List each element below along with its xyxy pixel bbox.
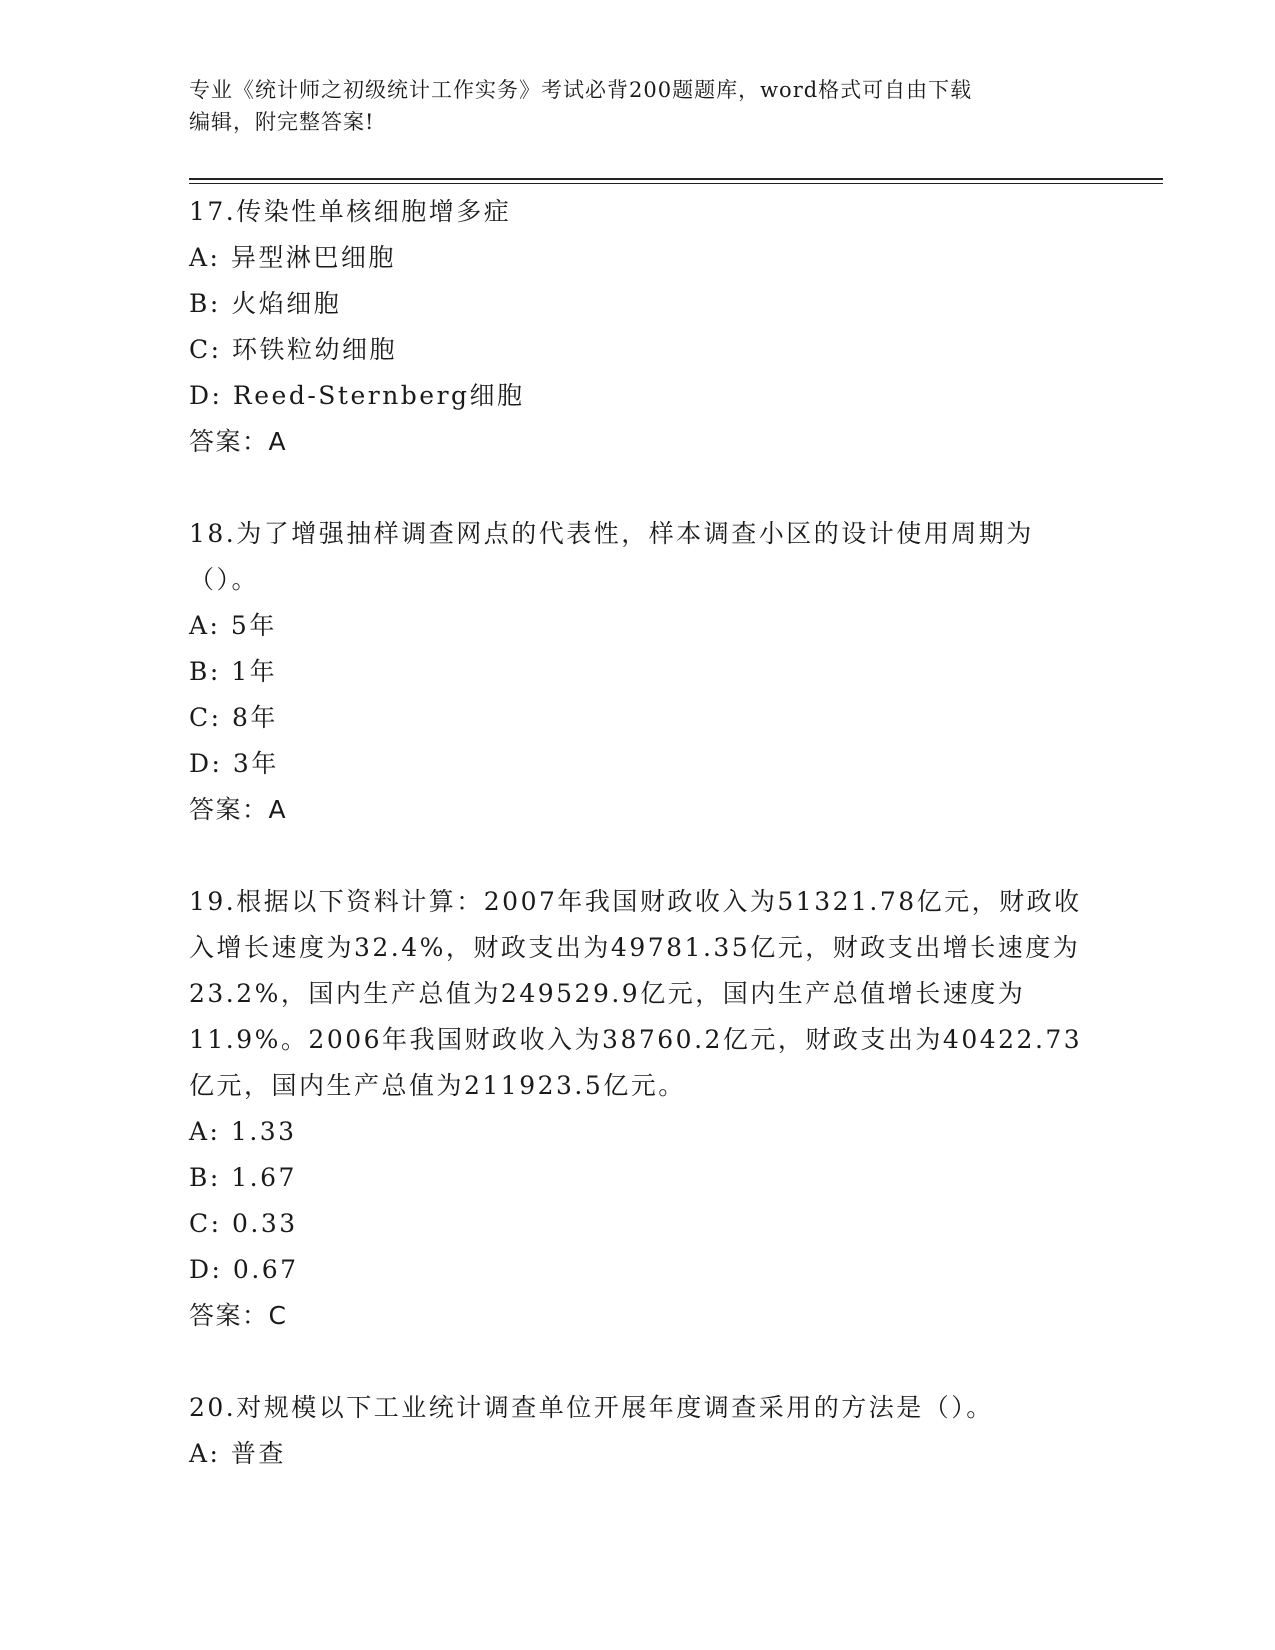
question-18 — [189, 511, 1089, 833]
option-a: A: 普查 — [189, 1439, 286, 1468]
answer-label: 答案：A — [189, 427, 288, 456]
question-stem: 19.根据以下资料计算：2007年我国财政收入为51321.78亿元，财政收入增长速度为32.4%，财政支出为49781.35亿元，财政支出增长速度为23.2%，国内生产总值为249529.9亿元，国内生产总值增长速度为11.9%。2006年我国财政收入为38760.2亿元，财政支出为40422.73亿元，国内生产总值为211923.5亿元。 — [189, 887, 1083, 1100]
option-c: C: 8年 — [189, 703, 278, 732]
option-c: C: 0.33 — [189, 1209, 298, 1238]
option-a: A: 1.33 — [189, 1117, 297, 1146]
option-d: D: Reed-Sternberg细胞 — [189, 381, 525, 410]
option-c: C: 环铁粒幼细胞 — [189, 335, 397, 364]
answer-label: 答案：A — [189, 795, 288, 824]
option-d: D: 0.67 — [189, 1255, 299, 1284]
question-17 — [189, 189, 1089, 465]
question-list — [189, 189, 1089, 1477]
option-d: D: 3年 — [189, 749, 279, 778]
question-stem: 20.对规模以下工业统计调查单位开展年度调查采用的方法是（）。 — [189, 1393, 994, 1422]
header-divider-thick — [189, 178, 1163, 180]
header-line-1: 专业《统计师之初级统计工作实务》考试必背200题题库，word格式可自由下载 — [189, 78, 973, 102]
option-b: B: 火焰细胞 — [189, 289, 342, 318]
answer-label: 答案：C — [189, 1301, 288, 1330]
question-19 — [189, 879, 1089, 1339]
header-divider-thin — [189, 183, 1163, 184]
question-stem: 18.为了增强抽样调查网点的代表性，样本调查小区的设计使用周期为（）。 — [189, 519, 1034, 594]
header-line-2: 编辑，附完整答案! — [189, 110, 375, 134]
question-stem: 17.传染性单核细胞增多症 — [189, 197, 512, 226]
option-b: B: 1年 — [189, 657, 278, 686]
option-a: A: 异型淋巴细胞 — [189, 243, 396, 272]
option-b: B: 1.67 — [189, 1163, 297, 1192]
question-20 — [189, 1385, 1089, 1477]
option-a: A: 5年 — [189, 611, 277, 640]
document-header — [189, 74, 1089, 138]
